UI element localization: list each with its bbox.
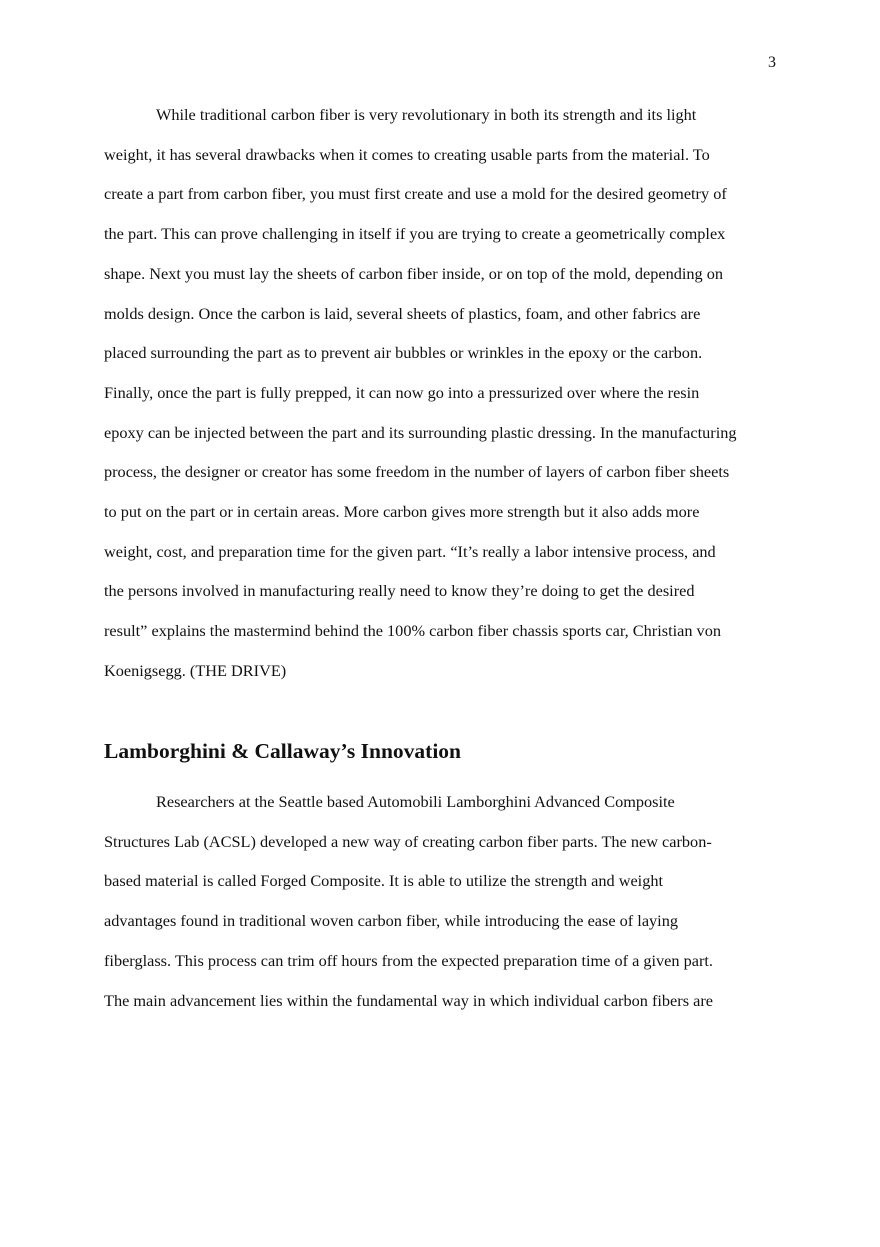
paragraph-line: shape. Next you must lay the sheets of carbon fiber inside, or on top of the mold, depending on [104,263,724,283]
paragraph-line: the part. This can prove challenging in itself if you are trying to create a geometrically complex [104,224,726,244]
paragraph-line: fiberglass. This process can trim off hours from the expected preparation time of a given part. [104,950,714,970]
paragraph-forged-composite [104,782,776,1020]
paragraph-line: to put on the part or in certain areas. More carbon gives more strength but it also adds more [104,502,700,522]
paragraph-line: the persons involved in manufacturing really need to know they’re doing to get the desired [104,581,695,601]
paragraph-line: result” explains the mastermind behind the 100% carbon fiber chassis sports car, Christian von [104,621,721,641]
paragraph-line: placed surrounding the part as to prevent air bubbles or wrinkles in the epoxy or the carbon. [104,343,703,363]
paragraph-line: epoxy can be injected between the part and its surrounding plastic dressing. In the manufacturing [104,422,737,442]
paragraph-line: Researchers at the Seattle based Automobili Lamborghini Advanced Composite [156,792,675,811]
paragraph-line: While traditional carbon fiber is very revolutionary in both its strength and its light [156,105,697,124]
page-number: 3 [768,54,776,71]
paragraph-line: The main advancement lies within the fundamental way in which individual carbon fibers are [104,990,713,1010]
paragraph-line: weight, it has several drawbacks when it comes to creating usable parts from the material. To [104,144,710,164]
paragraph-carbon-fiber-drawbacks [104,95,776,691]
paragraph-line: create a part from carbon fiber, you must first create and use a mold for the desired geometry of [104,184,727,204]
paragraph-line: Finally, once the part is fully prepped, it can now go into a pressurized over where the resin [104,382,700,402]
paragraph-line: advantages found in traditional woven carbon fiber, while introducing the ease of laying [104,911,678,931]
paragraph-line: Koenigsegg. (THE DRIVE) [104,660,287,680]
paragraph-line: molds design. Once the carbon is laid, several sheets of plastics, foam, and other fabrics are [104,303,701,323]
paragraph-line: based material is called Forged Composite. It is able to utilize the strength and weight [104,871,664,891]
paragraph-line: weight, cost, and preparation time for the given part. “It’s really a labor intensive process, and [104,541,716,561]
section-heading: Lamborghini & Callaway’s Innovation [104,739,461,763]
paragraph-line: Structures Lab (ACSL) developed a new way of creating carbon fiber parts. The new carbon- [104,831,712,851]
paragraph-line: process, the designer or creator has some freedom in the number of layers of carbon fiber sheets [104,462,730,482]
